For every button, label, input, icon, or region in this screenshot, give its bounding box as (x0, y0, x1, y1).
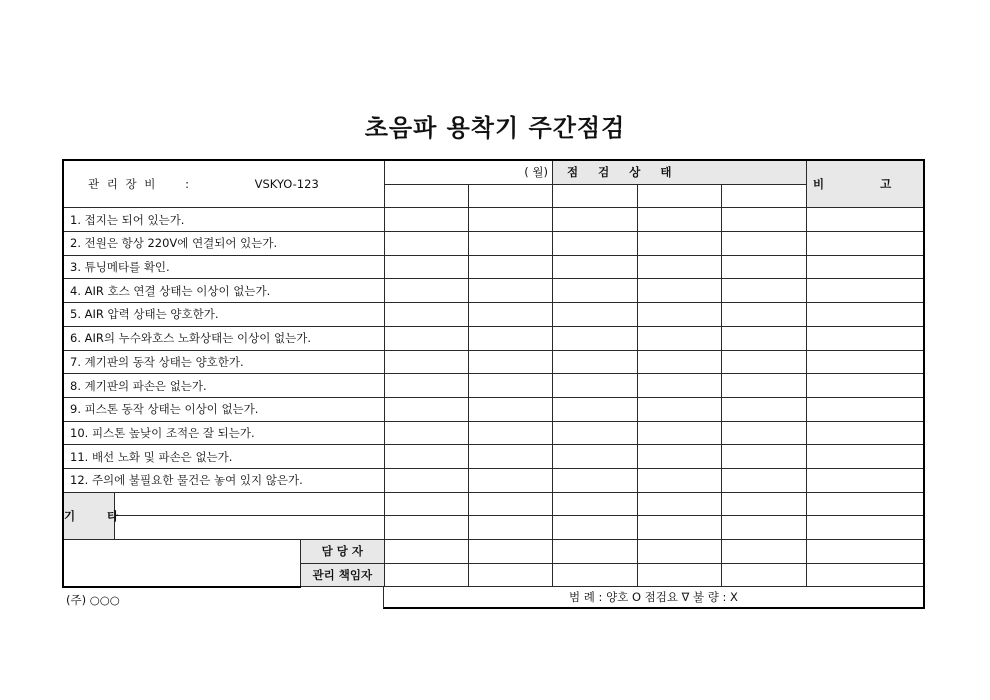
checklist-item-label: 5. AIR 압력 상태는 양호한가. (63, 303, 384, 327)
status-cell[interactable] (468, 516, 552, 540)
status-cell[interactable] (384, 397, 468, 421)
managed-equipment-cell (63, 160, 384, 208)
status-cell[interactable] (722, 303, 807, 327)
status-cell[interactable] (638, 255, 722, 279)
status-cell[interactable] (384, 350, 468, 374)
day-header-cell[interactable] (638, 184, 722, 208)
remarks-label: 비 고 (813, 177, 918, 192)
remarks-cell[interactable] (807, 563, 924, 587)
checklist-row (63, 326, 924, 350)
checklist-row (63, 350, 924, 374)
status-cell[interactable] (638, 374, 722, 398)
remarks-cell[interactable] (807, 421, 924, 445)
status-cell[interactable] (722, 397, 807, 421)
checklist-item-label: 7. 계기판의 동작 상태는 양호한가. (63, 350, 384, 374)
status-cell[interactable] (553, 421, 638, 445)
month-cell[interactable] (384, 160, 552, 184)
status-cell[interactable] (468, 421, 552, 445)
person-in-charge-label: 담 당 자 (300, 540, 384, 564)
status-cell[interactable] (722, 492, 807, 516)
status-cell[interactable] (638, 350, 722, 374)
status-cell[interactable] (468, 303, 552, 327)
managed-equipment-value: VSKYO-123 (254, 177, 319, 192)
signature-cell[interactable] (384, 563, 468, 587)
status-cell[interactable] (638, 516, 722, 540)
blank-area (63, 540, 300, 587)
status-cell[interactable] (638, 492, 722, 516)
checklist-item-label: 11. 배선 노화 및 파손은 없는가. (63, 445, 384, 469)
signature-cell[interactable] (553, 540, 638, 564)
status-cell[interactable] (553, 445, 638, 469)
signature-cell[interactable] (468, 563, 552, 587)
checklist-item-label: 4. AIR 호스 연결 상태는 이상이 없는가. (63, 279, 384, 303)
status-cell[interactable] (384, 232, 468, 256)
status-cell[interactable] (468, 326, 552, 350)
status-cell[interactable] (722, 255, 807, 279)
remarks-cell[interactable] (807, 374, 924, 398)
remarks-cell[interactable] (807, 303, 924, 327)
status-cell[interactable] (638, 208, 722, 232)
status-cell[interactable] (384, 208, 468, 232)
other-label: 기 타 (63, 492, 114, 539)
legend-text: 범 례 : 양호 O 점검요 ∇ 불 량 : X (569, 590, 738, 604)
checklist-row (63, 208, 924, 232)
remarks-cell[interactable] (807, 208, 924, 232)
status-cell[interactable] (722, 208, 807, 232)
status-cell[interactable] (553, 232, 638, 256)
inspection-status-header (553, 160, 807, 184)
managed-equipment-label: 관 리 장 비 (88, 177, 158, 192)
checklist-row (63, 468, 924, 492)
checklist-row (63, 232, 924, 256)
status-cell[interactable] (468, 350, 552, 374)
status-cell[interactable] (722, 445, 807, 469)
status-cell[interactable] (638, 421, 722, 445)
checklist-item-label: 12. 주의에 불필요한 물건은 놓여 있지 않은가. (63, 468, 384, 492)
status-cell[interactable] (722, 468, 807, 492)
remarks-cell[interactable] (807, 397, 924, 421)
signature-cell[interactable] (638, 563, 722, 587)
remarks-cell[interactable] (807, 540, 924, 564)
checklist-row (63, 279, 924, 303)
checklist-item-label: 1. 접지는 되어 있는가. (63, 208, 384, 232)
checklist-row (63, 303, 924, 327)
remarks-cell[interactable] (807, 350, 924, 374)
status-cell[interactable] (722, 279, 807, 303)
checklist-item-label: 9. 피스톤 동작 상태는 이상이 없는가. (63, 397, 384, 421)
month-label: ( 월) (524, 165, 549, 180)
day-header-cell[interactable] (722, 184, 807, 208)
checklist-item-label: 2. 전원은 항상 220V에 연결되어 있는가. (63, 232, 384, 256)
company-note: (주) ○○○ (66, 593, 120, 607)
checklist-row (63, 421, 924, 445)
status-cell[interactable] (384, 279, 468, 303)
status-cell[interactable] (384, 303, 468, 327)
status-cell[interactable] (384, 516, 468, 540)
status-cell[interactable] (553, 468, 638, 492)
status-cell[interactable] (468, 492, 552, 516)
status-cell[interactable] (468, 397, 552, 421)
signature-cell[interactable] (722, 540, 807, 564)
status-cell[interactable] (722, 350, 807, 374)
status-cell[interactable] (468, 208, 552, 232)
status-cell[interactable] (468, 374, 552, 398)
status-cell[interactable] (553, 303, 638, 327)
status-cell[interactable] (553, 279, 638, 303)
status-cell[interactable] (638, 468, 722, 492)
checklist-item-label: 8. 계기판의 파손은 없는가. (63, 374, 384, 398)
signature-cell[interactable] (468, 540, 552, 564)
status-cell[interactable] (722, 421, 807, 445)
remarks-header (807, 160, 924, 208)
checklist-row (63, 374, 924, 398)
signature-cell[interactable] (638, 540, 722, 564)
status-cell[interactable] (468, 445, 552, 469)
status-cell[interactable] (553, 208, 638, 232)
signature-cell[interactable] (384, 540, 468, 564)
status-cell[interactable] (638, 326, 722, 350)
checklist-item-label: 3. 튜닝메타를 확인. (63, 255, 384, 279)
status-cell[interactable] (722, 516, 807, 540)
remarks-cell[interactable] (807, 516, 924, 540)
status-cell[interactable] (468, 468, 552, 492)
status-cell[interactable] (722, 232, 807, 256)
signature-cell[interactable] (553, 563, 638, 587)
checklist-item-label: 10. 피스톤 높낮이 조적은 잘 되는가. (63, 421, 384, 445)
other-entry-cell[interactable] (114, 516, 384, 540)
status-cell[interactable] (553, 255, 638, 279)
remarks-cell[interactable] (807, 445, 924, 469)
status-cell[interactable] (384, 374, 468, 398)
status-cell[interactable] (638, 445, 722, 469)
page-title: 초음파 용착기 주간점검 (364, 114, 626, 142)
status-cell[interactable] (468, 279, 552, 303)
status-cell[interactable] (384, 255, 468, 279)
remarks-cell[interactable] (807, 492, 924, 516)
status-cell[interactable] (638, 232, 722, 256)
remarks-cell[interactable] (807, 232, 924, 256)
status-cell[interactable] (553, 516, 638, 540)
status-cell[interactable] (553, 492, 638, 516)
status-cell[interactable] (553, 374, 638, 398)
status-cell[interactable] (638, 279, 722, 303)
other-entry-cell[interactable] (114, 492, 384, 516)
status-cell[interactable] (468, 232, 552, 256)
status-cell[interactable] (638, 397, 722, 421)
day-header-cell[interactable] (468, 184, 552, 208)
status-cell[interactable] (468, 255, 552, 279)
status-cell[interactable] (553, 326, 638, 350)
status-cell[interactable] (384, 468, 468, 492)
checklist-row (63, 255, 924, 279)
status-cell[interactable] (384, 421, 468, 445)
checklist-row (63, 397, 924, 421)
signature-row (63, 540, 924, 564)
remarks-cell[interactable] (807, 279, 924, 303)
remarks-cell[interactable] (807, 326, 924, 350)
manager-label: 관리 책임자 (300, 563, 384, 587)
remarks-cell[interactable] (807, 468, 924, 492)
status-cell[interactable] (384, 445, 468, 469)
checklist-row (63, 445, 924, 469)
status-cell[interactable] (553, 397, 638, 421)
signature-cell[interactable] (722, 563, 807, 587)
legend (383, 586, 925, 609)
other-row (63, 492, 924, 516)
status-cell[interactable] (638, 303, 722, 327)
status-cell[interactable] (553, 350, 638, 374)
checklist-item-label: 6. AIR의 누수와호스 노화상태는 이상이 없는가. (63, 326, 384, 350)
day-header-cell[interactable] (384, 184, 468, 208)
status-cell[interactable] (384, 492, 468, 516)
status-cell[interactable] (722, 374, 807, 398)
inspection-table (62, 159, 925, 588)
status-cell[interactable] (384, 326, 468, 350)
status-cell[interactable] (722, 326, 807, 350)
inspection-status-label: 점 검 상 태 (567, 165, 680, 180)
remarks-cell[interactable] (807, 255, 924, 279)
day-header-cell[interactable] (553, 184, 638, 208)
managed-equipment-colon: : (185, 177, 189, 192)
other-row (63, 516, 924, 540)
